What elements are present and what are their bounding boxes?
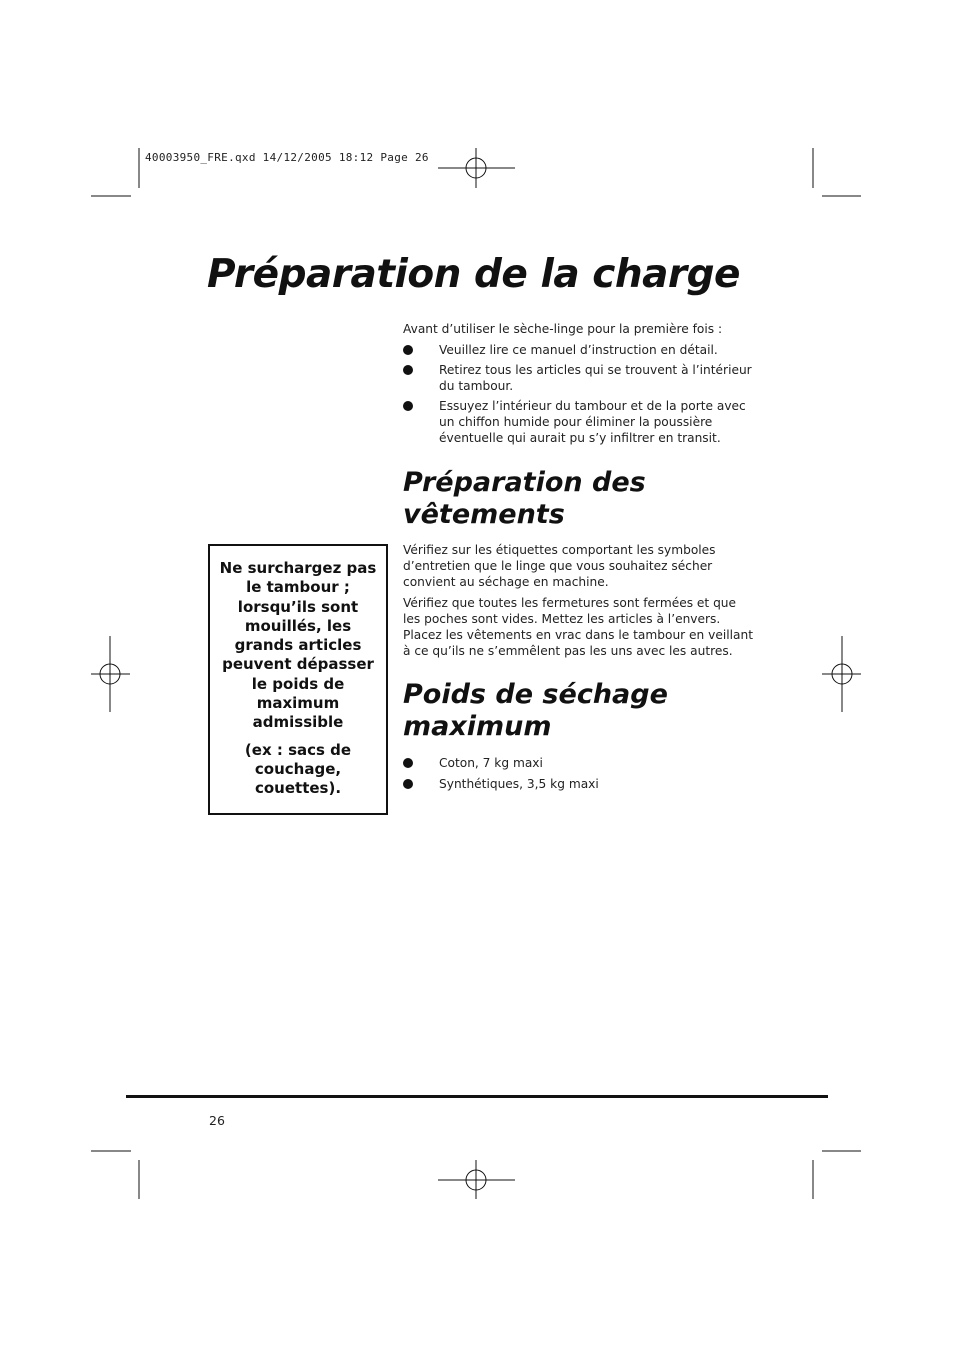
warning-example: (ex : sacs de couchage, couettes). xyxy=(244,740,352,798)
list-item: Veuillez lire ce manuel d’instruction en détail. xyxy=(403,342,753,358)
intro-list xyxy=(403,342,753,450)
clothes-paragraph-2: Vérifiez que toutes les fermetures sont fermées et que les poches sont vides. Mettez les articles à l’envers. Placez les vêtements en vrac dans le tambour en veillant à ce qu’ils ne s’emmêlent pas les uns avec les autres. xyxy=(403,596,753,658)
print-slug: 40003950_FRE.qxd 14/12/2005 18:12 Page 26 xyxy=(145,151,429,164)
max-weight-list xyxy=(403,755,753,797)
bullet-icon xyxy=(403,401,413,411)
page-title: Préparation de la charge xyxy=(207,252,741,297)
list-item: Coton, 7 kg maxi xyxy=(403,755,753,771)
clothes-paragraph-1: Vérifiez sur les étiquettes comportant les symboles d’entretien que le linge que vous souhaitez sécher convient au séchage en machine. xyxy=(403,543,716,589)
bullet-icon xyxy=(403,758,413,768)
intro-text: Avant d’utiliser le sèche-linge pour la première fois : xyxy=(403,322,723,336)
bullet-icon xyxy=(403,779,413,789)
section-heading-max-weight: Poids de séchage maximum xyxy=(403,679,668,742)
bullet-icon xyxy=(403,365,413,375)
list-item: Essuyez l’intérieur du tambour et de la porte avec un chiffon humide pour éliminer la poussière éventuelle qui aurait pu s’y infiltrer en transit. xyxy=(403,398,753,446)
list-item: Retirez tous les articles qui se trouvent à l’intérieur du tambour. xyxy=(403,362,753,394)
section-heading-clothes: Préparation des vêtements xyxy=(403,467,646,530)
warning-text: Ne surchargez pas le tambour ; lorsqu’ils sont mouillés, les grands articles peuvent dépasser le poids de maximum admissible xyxy=(219,559,377,732)
list-item: Synthétiques, 3,5 kg maxi xyxy=(403,776,753,792)
page-number: 26 xyxy=(209,1113,225,1128)
bullet-icon xyxy=(403,345,413,355)
footer-rule xyxy=(126,1095,828,1098)
warning-box xyxy=(208,544,388,815)
